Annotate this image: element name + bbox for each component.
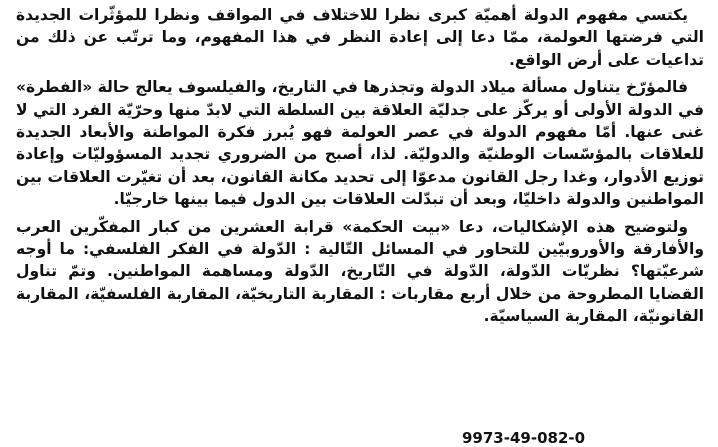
isbn-number: 9973-49-082-0	[462, 429, 586, 447]
paragraph-symposium: ولتوضيح هذه الإشكاليات، دعا «بيت الحكمة» قرابة العشرين من كبار المفكّرين العرب والأفارقة والأوروبيّين للتحاور في المسائل التّالية : الدّولة في الفكر الفلسفي: ما أوجه شرعيّتها؟ نظريّات الدّولة، الدّولة في التّاريخ، الدّولة ومساهمة المواطنين. وتمّ تناول القضايا المطروحة من خلال أربع مقاربات : المقاربة التاريخيّة، المقاربة الفلسفيّة، المقاربة القانونيّة، المقاربة السياسيّة.	[16, 217, 704, 326]
paragraph-intro: يكتسي مفهوم الدولة أهميّة كبرى نظرا للاختلاف في المواقف ونظرا للمؤثّرات الجديدة التي فرضتها العولمة، ممّا دعا إلى إعادة النظر في هذا المفهوم، وما ترتّب عن ذلك من تداعيات على أرض الواقع.	[16, 6, 704, 69]
document-body	[16, 4, 704, 333]
paragraph-perspectives: فالمؤرّخ يتناول مسألة ميلاد الدولة وتجذرها في التاريخ، والفيلسوف يعالج حالة «الفطرة» في الدولة الأولى أو يركّز على جدليّة العلاقة بين السلطة التي لابدّ منها وحرّيّة الفرد التي لا غنى عنها. أمّا مفهوم الدولة في عصر العولمة فهو يُبرز فكرة المواطنة والأبعاد الجديدة للعلاقات بالمؤسّسات الوطنيّة والدوليّة. لذا، أصبح من الضروري تجديد المسؤوليّات وإعادة توزيع الأدوار، وغدا رجل القانون مدعوّا إلى تحديد مكانة القانون، بعد أن تغيّرت العلاقات بين المواطنين والدولة داخليّا، وبعد أن تبدّلت العلاقات بين الدول فيما بينها خارجيّا.	[16, 78, 704, 209]
